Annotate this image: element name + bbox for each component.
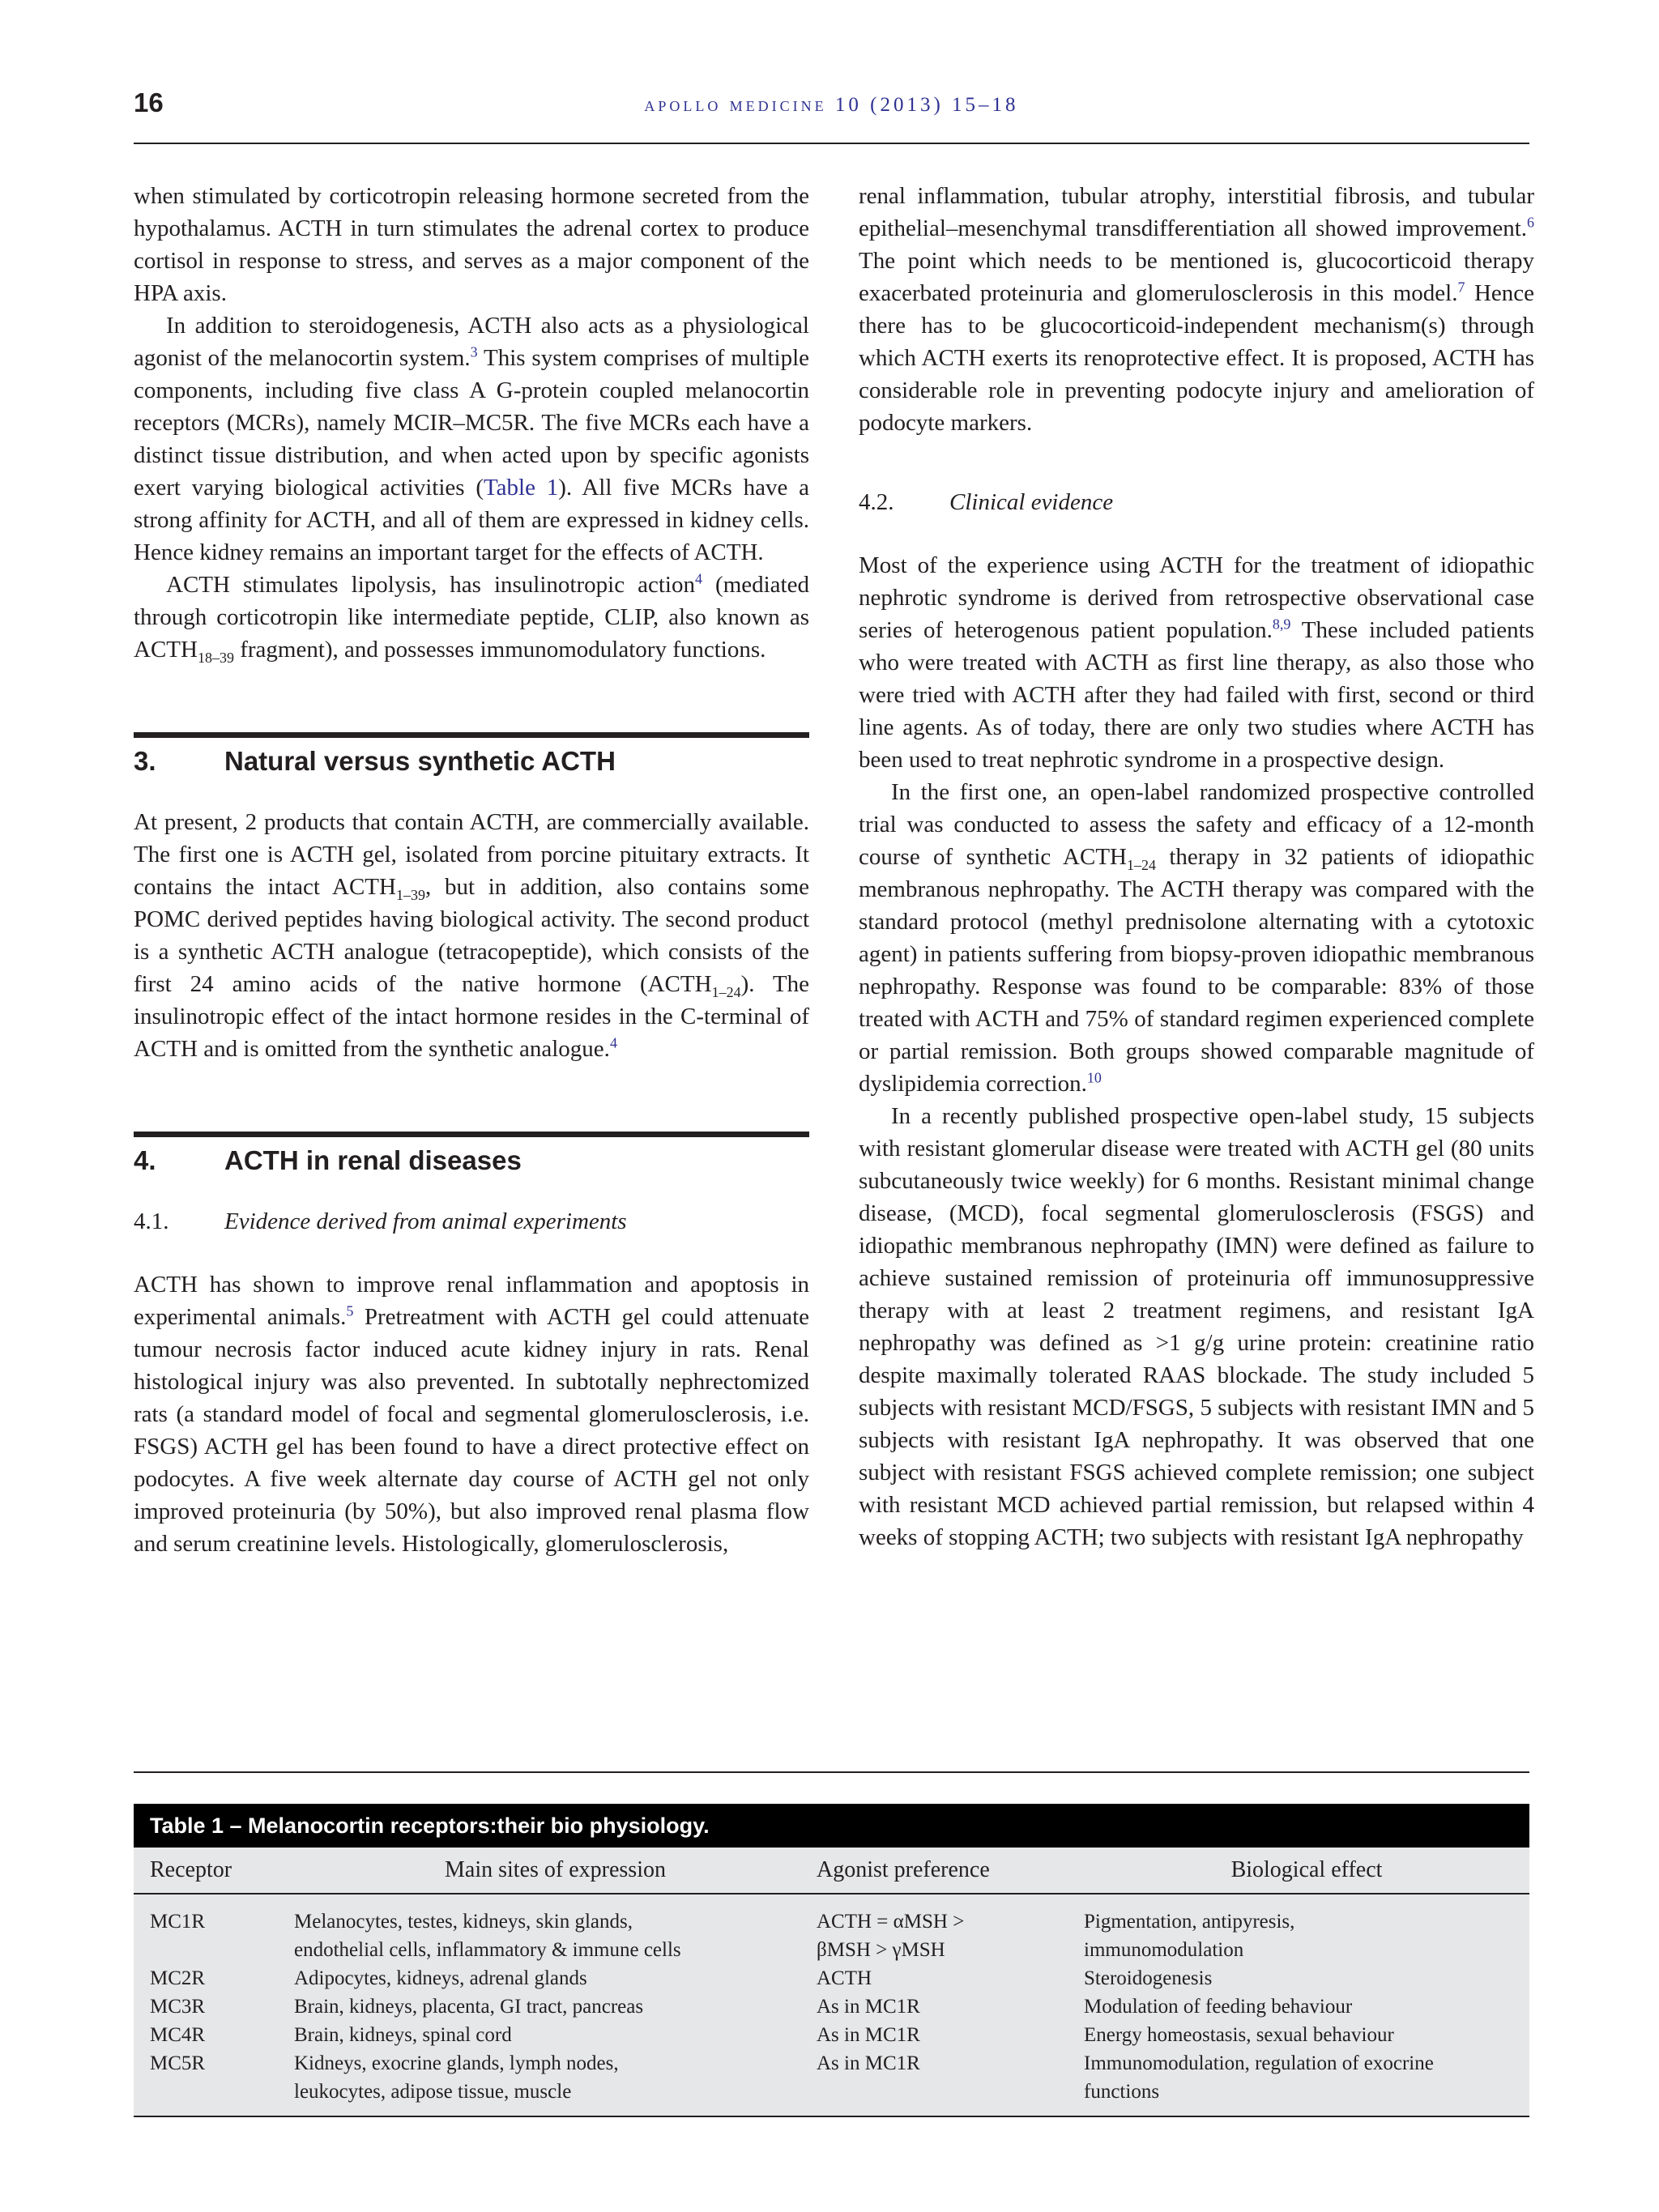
citation-link[interactable]: 6: [1527, 214, 1534, 231]
table-cell: As in MC1R: [817, 2024, 920, 2046]
table-row: [134, 2078, 1529, 2106]
citation-link[interactable]: 3: [470, 343, 478, 360]
table-row: [134, 1993, 1529, 2021]
column-header: Agonist preference: [817, 1857, 990, 1882]
left-column: [134, 180, 809, 1560]
citation-link[interactable]: 10: [1086, 1069, 1102, 1086]
table-cell: MC1R: [150, 1911, 206, 1933]
paragraph: In a recently published prospective open-label study, 15 subjects with resistant glomerular disease were treated with ACTH gel (80 units subcutaneously twice weekly) for 6 months. Resistant minimal change disease, (MCD), focal segmental glomerulosclerosis (FSGS) and idiopathic membranous nephropathy (IMN) were defined as failure to achieve sustained remission of proteinuria off immunosuppressive therapy with at least 2 treatment regimens, and resistant IgA nephropathy was defined as >1 g/g urine protein: creatinine ratio despite maximally tolerated RAAS blockade. The study included 5 subjects with resistant MCD/FSGS, 5 subjects with resistant IMN and 5 subjects with resistant IgA nephropathy. It was observed that one subject with resistant FSGS achieved complete remission; one subject with resistant MCD achieved partial remission, but relapsed within 4 weeks of stopping ACTH; two subjects with resistant IgA nephropathy: [859, 1103, 1534, 1550]
table-row: [134, 2021, 1529, 2049]
citation-link[interactable]: 4: [609, 1034, 617, 1051]
citation-link[interactable]: 5: [346, 1302, 354, 1319]
subsection-heading: 4.2. Clinical evidence: [859, 489, 1114, 515]
table-row: [134, 1964, 1529, 1993]
table-cell: ACTH = αMSH >: [817, 1911, 965, 1933]
table-header-row: [134, 1848, 1529, 1894]
paragraph: In addition to steroidogenesis, ACTH also acts as a physiological agonist of the melanocortin system.$^3$ This system comprises of multiple components, including five class A G-protein coupled melanocortin receptors (MCRs), namely MCIR–MC5R. The five MCRs each have a distinct tissue distribution, and when acted upon by specific agonists exert varying biological activities (Table 1). All five MCRs have a strong affinity for ACTH, and all of them are expressed in kidney cells. Hence kidney remains an important target for the effects of ACTH.: [134, 313, 809, 565]
table-row: [134, 1936, 1529, 1964]
table-cell: ACTH: [817, 1967, 872, 1989]
paragraph: At present, 2 products that contain ACTH, are commercially available. The first one is ACTH gel, isolated from porcine pituitary extracts. It contains the intact $ACTH_{1-39}$, but in addition, also contains some POMC derived peptides having biological activity. The second product is a synthetic ACTH analogue (tetracopeptide), which consists of the first 24 amino acids of the native hormone $(ACTH_{1-24})$. The insulinotropic effect of the intact hormone resides in the C-terminal of ACTH and is omitted from the synthetic analogue.$^4$: [134, 809, 809, 1062]
table-cell: [134, 1936, 294, 1964]
section-heading: 3. Natural versus synthetic ACTH: [134, 732, 809, 777]
table-cell: As in MC1R: [817, 2052, 920, 2074]
table-1: [134, 1771, 1529, 2117]
section-heading: 4. ACTH in renal diseases: [134, 1132, 809, 1176]
column-header: Receptor: [150, 1857, 232, 1882]
table-cell: immunomodulation: [1084, 1939, 1244, 1961]
citation-link[interactable]: 4: [694, 570, 702, 587]
table-cell: MC4R: [150, 2024, 206, 2046]
table-row: [134, 2049, 1529, 2078]
table-cell: Kidneys, exocrine glands, lymph nodes,: [294, 2052, 619, 2074]
column-header: Biological effect: [1230, 1857, 1383, 1882]
table-cell: Adipocytes, kidneys, adrenal glands: [294, 1967, 587, 1989]
table-link[interactable]: Table 1: [483, 475, 559, 501]
table-cell: βMSH > γMSH: [817, 1939, 945, 1961]
paragraph: ACTH stimulates lipolysis, has insulinotropic action$^4$ (mediated through corticotropin like intermediate peptide, CLIP, also known as $ACTH_{18-39}$ fragment), and possesses immunomodulatory functions.: [134, 570, 809, 666]
table-body: [134, 1848, 1529, 2117]
table-title: Table 1 – Melanocortin receptors:their bio physiology.: [134, 1804, 1529, 1848]
table-cell: Brain, kidneys, spinal cord: [294, 2024, 512, 2046]
table-rows: [134, 1894, 1529, 2116]
table-cell: Energy homeostasis, sexual behaviour: [1084, 2024, 1394, 2046]
paragraph: Most of the experience using ACTH for the treatment of idiopathic nephrotic syndrome is derived from retrospective observational case series of heterogenous patient population.$^{8,9}$ These included patients who were treated with ACTH as first line therapy, as also those who were tried with ACTH after they had failed with first, second or third line agents. As of today, there are only two studies where ACTH has been used to treat nephrotic syndrome in a prospective design.: [859, 552, 1534, 773]
table-cell: MC2R: [150, 1967, 206, 1989]
page-header: [134, 87, 1529, 144]
subsection-heading: 4.1. Evidence derived from animal experiments: [134, 1208, 627, 1234]
paragraph: renal inflammation, tubular atrophy, interstitial fibrosis, and tubular epithelial–mesenchymal transdifferentiation all showed improvement.$^6$ The point which needs to be mentioned is, glucocorticoid therapy exacerbated proteinuria and glomerulosclerosis in this model.$^7$ Hence there has to be glucocorticoid-independent mechanism(s) through which ACTH exerts its renoprotective effect. It is proposed, ACTH has considerable role in preventing podocyte injury and amelioration of podocyte markers.: [859, 183, 1535, 436]
table-cell: Melanocytes, testes, kidneys, skin glands,: [294, 1911, 633, 1933]
table-row: [134, 1907, 1529, 1936]
table-cell: endothelial cells, inflammatory & immune cells: [294, 1939, 681, 1961]
journal-running-title: apollo medicine 10 (2013) 15–18: [644, 94, 1019, 116]
paragraph: when stimulated by corticotropin releasing hormone secreted from the hypothalamus. ACTH in turn stimulates the adrenal cortex to produce cortisol in response to stress, and serves as a major component of the HPA axis.: [134, 183, 809, 306]
right-column: [859, 180, 1534, 1554]
table-cell: As in MC1R: [817, 1996, 920, 2018]
table-cell: MC3R: [150, 1996, 206, 2018]
citation-link[interactable]: 7: [1457, 279, 1465, 296]
table-cell: functions: [1084, 2081, 1160, 2103]
citation-link[interactable]: 8,9: [1272, 616, 1291, 633]
table-cell: leukocytes, adipose tissue, muscle: [294, 2081, 572, 2103]
column-header: Main sites of expression: [445, 1857, 666, 1882]
table-cell: [817, 2078, 1084, 2106]
table-cell: Brain, kidneys, placenta, GI tract, pancreas: [294, 1996, 644, 2018]
table-cell: [134, 2078, 294, 2106]
table-cell: Steroidogenesis: [1084, 1967, 1213, 1989]
table-cell: Pigmentation, antipyresis,: [1084, 1911, 1295, 1933]
paragraph: In the first one, an open-label randomized prospective controlled trial was conducted to assess the safety and efficacy of a 12-month course of synthetic $ACTH_{1-24}$ therapy in 32 patients of idiopathic membranous nephropathy. The ACTH therapy was compared with the standard protocol (methyl prednisolone alternating with a cytotoxic agent) in patients suffering from biopsy-proven idiopathic membranous nephropathy. Response was found to be comparable: 83% of those treated with ACTH and 75% of standard regimen experienced complete or partial remission. Both groups showed comparable magnitude of dyslipidemia correction.$^{10}$: [859, 779, 1535, 1097]
table-cell: MC5R: [150, 2052, 206, 2074]
table-cell: Immunomodulation, regulation of exocrine: [1084, 2052, 1434, 2074]
page-number: 16: [134, 87, 164, 117]
table-cell: Modulation of feeding behaviour: [1084, 1996, 1353, 2018]
paragraph: ACTH has shown to improve renal inflammation and apoptosis in experimental animals.$^5$ Pretreatment with ACTH gel could attenuate tumour necrosis factor induced acute kidney injury in rats. Renal histological injury was also prevented. In subtotally nephrectomized rats (a standard model of focal and segmental glomerulosclerosis, i.e. FSGS) ACTH gel has been found to have a direct protective effect on podocytes. A five week alternate day course of ACTH gel not only improved proteinuria (by 50%), but also improved renal plasma flow and serum creatinine levels. Histologically, glomerulosclerosis,: [134, 1272, 809, 1557]
